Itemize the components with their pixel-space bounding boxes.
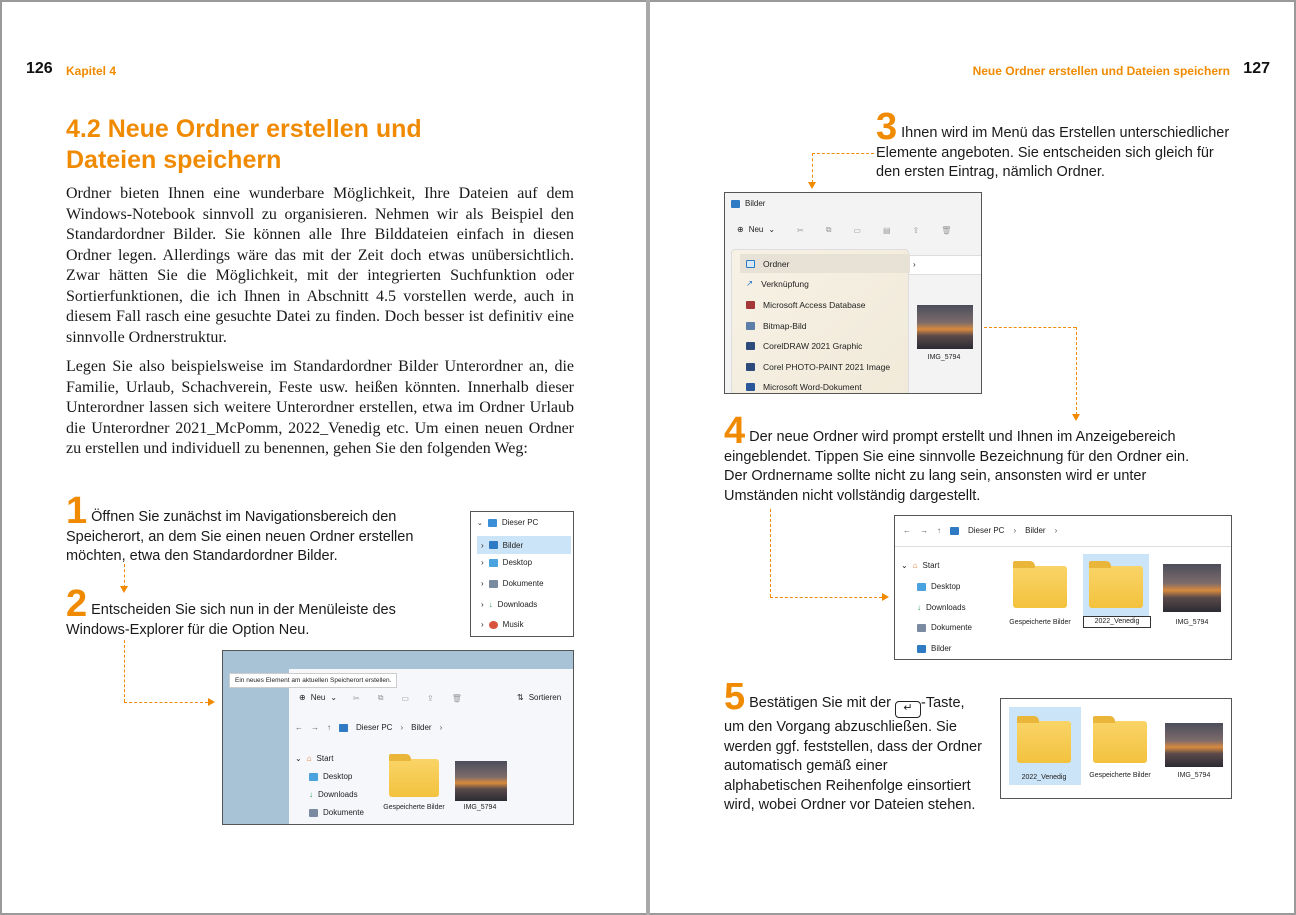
folder-icon [746,260,755,268]
step-5-number: 5 [724,676,746,718]
toolbar-icons [353,693,462,703]
sidebar-start[interactable]: ⌄ ⌂ Start [295,754,334,763]
file-label: IMG_5794 [463,804,497,811]
sidebar-desktop[interactable]: Desktop [917,582,960,591]
step-5-text: Bestätigen Sie mit der ↵ -Taste, um den Vorgang abzuschließen. Sie werden ggf. feststellen, dass der Ordner automatisch gemäß einer alphabetischen Reihenfolge einsortiert wird, wobei Ordner vor Dateien stehen. [724,695,982,813]
sidebar-bilder[interactable]: Bilder [917,644,951,653]
heading-line-1: 4.2 Neue Ordner erstellen und [66,115,422,143]
step-1-text: Öffnen Sie zunächst im Navigationsbereich den Speicherort, an dem Sie einen neuen Ordner erstellen möchten, etwa den Standardordner Bilder. [66,509,414,564]
sorted-folder-screenshot [1000,698,1232,799]
documents-icon [309,809,318,817]
nav-item-dokumente[interactable]: › Dokumente [481,579,544,588]
file-label: IMG_5794 [927,354,961,361]
section-heading [66,114,586,176]
second-paragraph: Legen Sie also beispielsweise im Standardordner Bilder Unterordner an, die Familie, Urlaub, Schachverein, Feste usw. heißen könnten. Innerhalb dieser Unterordner lassen sich weitere Unterordner erstellen, etwa im Ordner Urlaub die Unterordner 2021_McPomm, 2022_Venedig etc. Um einen neuen Ordner zu erstellen und individuell zu benennen, gehen Sie den folgenden Weg: [66,358,574,457]
running-head-left: Kapitel 4 [66,64,117,78]
image-thumbnail[interactable] [1163,564,1221,612]
file-label: IMG_5794 [1177,772,1211,779]
connector-arrow [808,182,816,189]
new-menu-screenshot [724,192,982,394]
folder-icon[interactable] [389,759,439,797]
step-2-number: 2 [66,583,88,625]
menu-item-bitmap[interactable]: Bitmap-Bild [740,316,910,335]
connector-line [770,597,882,598]
cut-icon[interactable]: ✂ [797,225,804,235]
address-bar[interactable]: › [907,255,982,275]
connector-line [812,153,813,183]
page-number-left: 126 [26,60,53,77]
connector-arrow [208,698,215,706]
nav-item-musik[interactable]: › Musik [481,620,524,629]
home-icon: ⌂ [306,754,312,763]
right-page [650,0,1296,915]
intro-paragraph: Ordner bieten Ihnen eine wunderbare Möglichkeit, Ihre Dateien auf dem Windows-Notebook sinnvoll zu organisieren. Nehmen wir als Beispiel den Standardordner Bilder. Sie können alle Ihre Bilddateien einfach in diesen Ordner legen. Allerdings wäre das mit der Zeit doch etwas unübersichtlich. Zwar hätten Sie die Möglichkeit, mit der integrierten Suchfunktion oder Sortierfunktionen, die ich Ihnen in Abschnitt 4.5 vorstellen werde, auch in diesem Fall rasch eine gesuchte Datei zu finden. Doch besser ist definitiv eine sinnvolle Ordnerstruktur. [66,185,574,346]
bitmap-icon [746,322,755,330]
sidebar-downloads[interactable]: ↓ Downloads [309,790,358,799]
nav-item-bilder[interactable]: › Bilder [477,536,571,554]
nav-root[interactable]: ⌄ Dieser PC [477,518,539,527]
sidebar-dokumente[interactable]: Dokumente [917,623,972,632]
sort-icon: ⇅ [517,693,524,702]
paste-icon[interactable]: ▭ [401,693,409,703]
sort-button[interactable]: ⇅ Sortieren [517,693,562,702]
rename-icon[interactable]: ▤ [882,225,891,235]
forward-icon[interactable]: → [920,526,928,535]
menu-item-access[interactable]: Microsoft Access Database [740,295,910,314]
image-thumbnail[interactable] [917,305,973,349]
page-number-right: 127 [1243,60,1270,77]
file-label: 2022_Venedig [1021,774,1067,781]
file-label: IMG_5794 [1175,619,1209,626]
toolbar-icons [797,225,951,235]
image-thumbnail[interactable] [1165,723,1223,767]
step-1 [66,490,456,567]
desktop-icon [917,583,926,591]
window-title: Bilder [731,199,765,208]
desktop-icon [309,773,318,781]
paste-icon[interactable]: ▭ [853,225,861,235]
address-bar[interactable]: ← → ↑ Dieser PC › Bilder › [903,526,1058,535]
folder-icon[interactable] [1017,721,1071,763]
connector-line [984,327,1076,328]
menu-item-ordner[interactable]: Ordner [740,254,910,273]
download-icon: ↓ [309,790,313,799]
left-page [0,0,646,915]
step-3-text: Ihnen wird im Menü das Erstellen unterschiedlicher Elemente angeboten. Sie entscheiden sich gleich für den ersten Eintrag, nämlich Ordner. [876,125,1230,180]
documents-icon [917,624,926,632]
heading-line-2: Dateien speichern [66,146,282,174]
connector-line [812,153,874,154]
step-3-number: 3 [876,106,898,148]
step-5 [724,676,984,816]
pictures-icon [339,724,348,732]
menu-item-verknuepfung[interactable]: ↗ Verknüpfung [746,278,809,289]
menu-item-coreldraw[interactable]: CorelDRAW 2021 Graphic [740,336,910,355]
photopaint-icon [746,363,755,371]
connector-line [770,509,771,597]
menu-item-word[interactable]: Microsoft Word-Dokument [740,377,910,394]
folder-icon[interactable] [1093,721,1147,763]
connector-line [124,702,208,703]
rename-input[interactable]: 2022_Venedig [1083,616,1151,628]
explorer-new-screenshot [222,650,574,825]
divider [895,546,1232,547]
address-bar[interactable]: ← → ↑ Dieser PC › Bilder › [295,723,443,732]
pc-icon [488,519,497,527]
new-button[interactable]: ⊕ Neu ⌄ [299,693,338,702]
step-4 [724,410,1194,506]
new-dropdown-menu [731,249,909,394]
music-icon [489,621,498,629]
connector-line [124,640,125,702]
nav-item-downloads[interactable]: › ↓ Downloads [481,600,538,609]
sidebar-downloads[interactable]: ↓ Downloads [917,603,966,612]
image-thumbnail[interactable] [455,761,507,801]
nav-item-desktop[interactable]: › Desktop [481,558,533,567]
file-label: Gespeicherte Bilder [1009,619,1071,626]
connector-line [1076,327,1077,415]
delete-icon[interactable]: 🗑 [451,693,462,703]
plus-icon: ⊕ [299,693,306,702]
connector-arrow [120,586,128,593]
file-label: Gespeicherte Bilder [383,804,445,811]
coreldraw-icon [746,342,755,350]
menu-item-photopaint[interactable]: Corel PHOTO-PAINT 2021 Image [740,357,910,376]
folder-icon[interactable] [1089,566,1143,608]
nav-pane-screenshot [470,511,574,637]
desktop-icon [489,559,498,567]
delete-icon[interactable]: 🗑 [941,225,952,235]
sidebar-start[interactable]: ⌄ ⌂ Start [901,561,940,570]
step-2 [66,583,456,640]
file-label: Gespeicherte Bilder [1089,772,1151,779]
up-icon[interactable]: ↑ [937,526,941,535]
copy-icon[interactable]: ⧉ [825,225,832,234]
step-4-number: 4 [724,410,746,452]
cut-icon[interactable]: ✂ [353,693,360,703]
enter-key-icon: ↵ [895,701,921,718]
tooltip: Ein neues Element am aktuellen Speicherort erstellen. [229,673,397,688]
back-icon[interactable]: ← [903,526,911,535]
step-3 [876,106,1236,183]
pictures-icon [731,200,740,208]
back-icon[interactable]: ← [295,723,303,732]
step-2-text: Entscheiden Sie sich nun in der Menüleiste des Windows-Explorer für die Option Neu. [66,602,396,638]
download-icon: ↓ [917,603,921,612]
rename-folder-screenshot [894,515,1232,660]
step-1-number: 1 [66,490,88,532]
copy-icon[interactable]: ⧉ [377,693,384,702]
share-icon[interactable]: ⇪ [912,225,920,235]
folder-icon[interactable] [1013,566,1067,608]
forward-icon[interactable]: → [311,723,319,732]
pictures-icon [489,541,498,549]
sidebar-desktop[interactable]: Desktop [309,772,352,781]
word-icon [746,383,755,391]
pictures-icon [917,645,926,653]
share-icon[interactable]: ⇪ [426,693,434,703]
sidebar-dokumente[interactable]: Dokumente [309,808,364,817]
connector-line [124,564,125,588]
pictures-icon [950,527,959,535]
plus-icon: ⊕ [737,225,744,234]
connector-arrow [882,593,889,601]
step-4-text: Der neue Ordner wird prompt erstellt und Ihnen im Anzeigebereich eingeblendet. Tippen Sie eine sinnvolle Bezeichnung für den Ordner ein. Der Ordnername sollte nicht zu lang sein, ansonsten wird er unter Umständen nicht vollständig dargestellt. [724,429,1190,504]
documents-icon [489,580,498,588]
running-head-right: Neue Ordner erstellen und Dateien speichern [972,64,1230,78]
up-icon[interactable]: ↑ [327,723,331,732]
home-icon: ⌂ [912,561,918,570]
new-button[interactable]: ⊕ Neu ⌄ [737,225,776,234]
shortcut-icon: ↗ [746,278,754,288]
access-icon [746,301,755,309]
download-icon: ↓ [488,600,493,609]
